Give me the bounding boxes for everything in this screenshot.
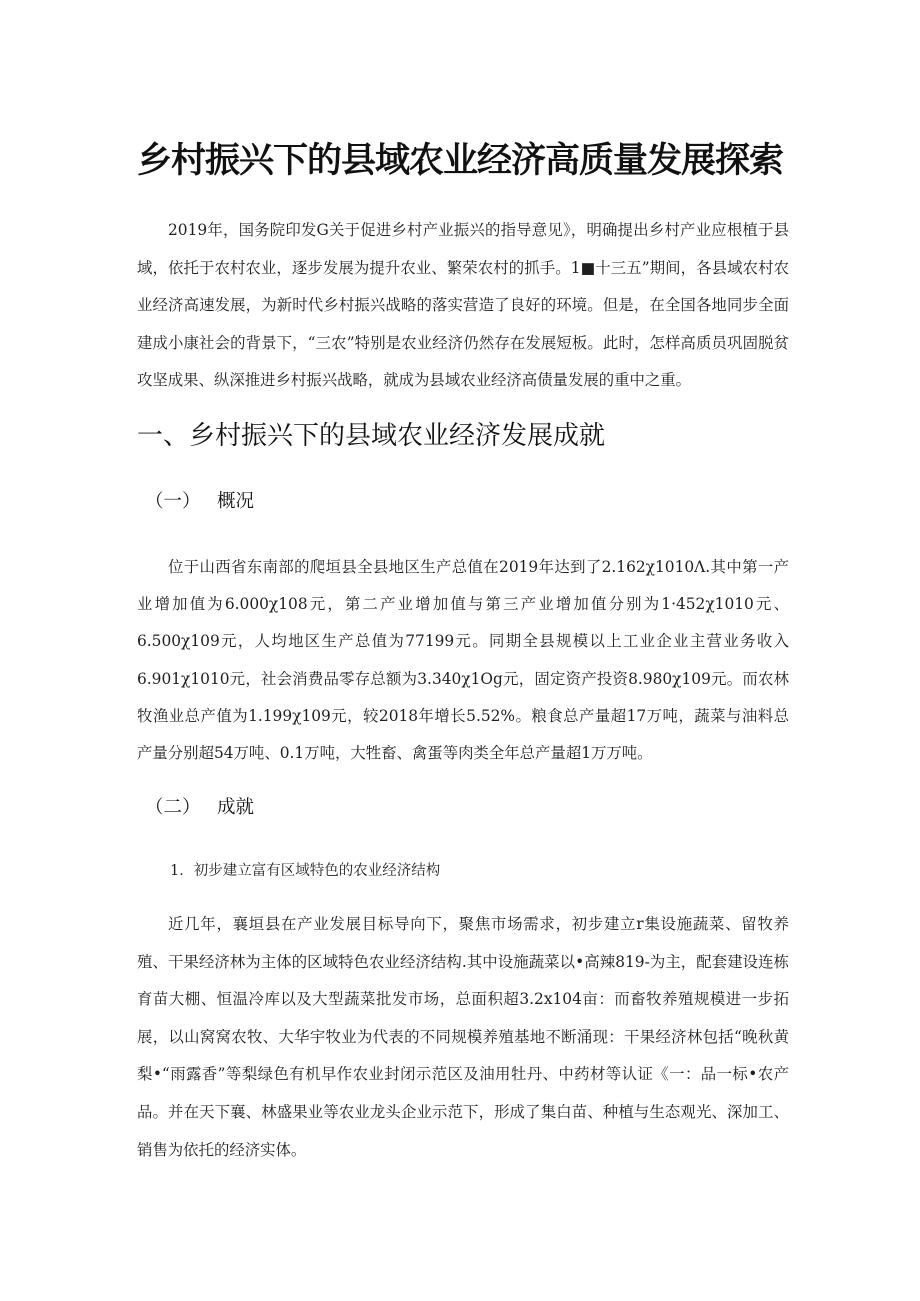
item-1-paragraph: 近几年，襄垣县在产业发展目标导向下，聚焦市场需求，初步建立r集设施蔬菜、留牧养殖、干果经济林为主体的区域特色农业经济结构.其中设施蔬菜以•高辣819-为主，配套建设连栋育苗大棚、恒温冷库以及大型蔬菜批发市场，总面积超3.2x104亩：而畜牧养殖规模进一步拓展，以山窝窝农牧、大华宇牧业为代表的不同规模养殖基地不断涌现：干果经济林包括“晚秋黄梨•“雨露香”等梨绿色有机早作农业封闭示范区及油用牡丹、中药材等认证《一：品一标•农产品。并在天下襄、林盛果业等农业龙头企业示范下，形成了集白苗、种植与生态观光、深加工、销售为依托的经济实体。 — [137, 915, 789, 1159]
subsection-overview-label: 概况 — [217, 491, 255, 512]
overview-paragraph: 位于山西省东南部的爬垣县全县地区生产总值在2019年达到了2.162χ1010Λ.其中第一产业增加值为6.000χ108元，第二产业增加值与第三产业增加值分别为1·452χ1010元、6.500χ109元，人均地区生产总值为77199元。同期全县规模以上工业企业主营业务收入6.901χ1010元，社会消费品零存总额为3.340χ1Og元，固定资产投资8.980χ109元。而农林牧渔业总产值为1.199χ109元，较2018年增长5.52%。粮食总产量超17万吨，蔬菜与油料总产量分别超54万吨、0.1万吨，大牲畜、禽蛋等肉类全年总产量超1万万吨。 — [137, 558, 789, 763]
subsection-overview-heading — [145, 487, 254, 517]
subsection-achievements-label: 成就 — [217, 797, 255, 818]
subsection-achievements-heading — [145, 793, 254, 823]
subsection-achievements-number: （二） — [145, 797, 201, 818]
section-1-heading: 一、乡村振兴下的县域农业经济发展成就 — [137, 421, 606, 451]
intro-paragraph: 2019年，国务院印发G关于促进乡村产业振兴的指导意见》，明确提出乡村产业应根植于县域，依托于农村农业，逐步发展为提升农业、繁荣农村的抓手。1■十三五”期间，各县域农村农业经济高速发展，为新时代乡村振兴战略的落实营造了良好的环境。但是，在全国各地同步全面建成小康社会的背景下，“三农”特别是农业经济仍然存在发展短板。此时，怎样高质员巩固脱贫攻坚成果、纵深推进乡村振兴战略，就成为县域农业经济高债量发展的重中之重。 — [137, 221, 789, 389]
subsection-overview-number: （一） — [145, 491, 201, 512]
item-1-heading: 1．初步建立富有区域特色的农业经济结构 — [170, 863, 441, 879]
document-title: 乡村振兴下的县域农业经济高质量发展探索 — [137, 141, 784, 181]
